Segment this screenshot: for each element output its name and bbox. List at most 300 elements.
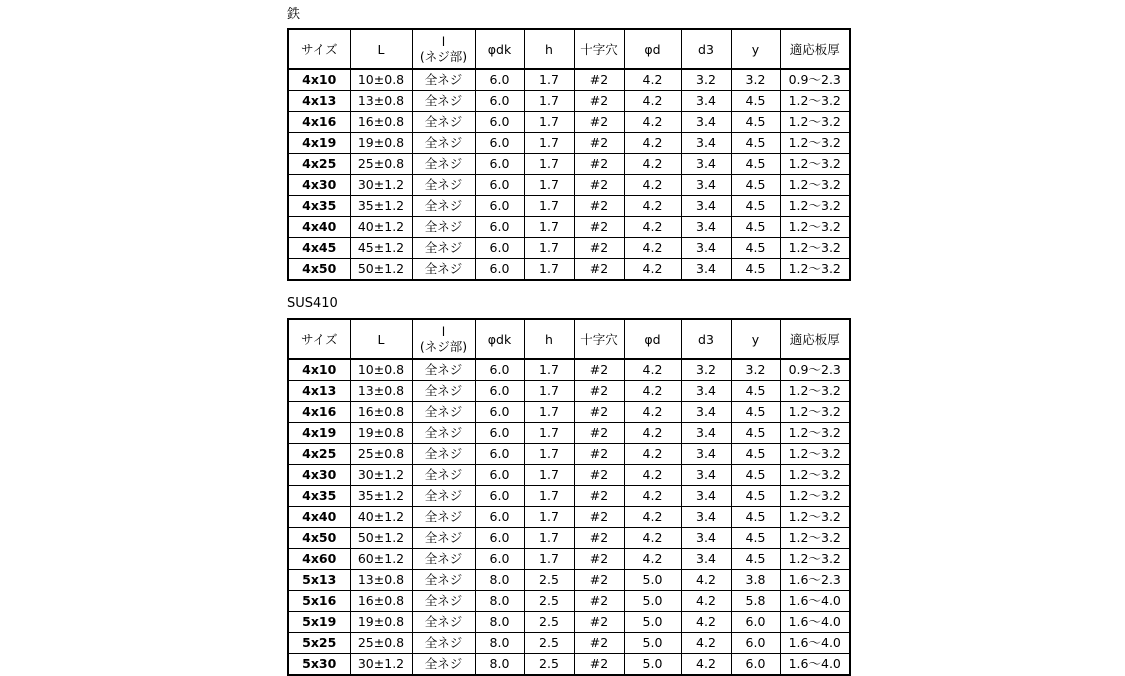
cell-length: 13±0.8 [350, 570, 412, 591]
header-thread-length-symbol: l [441, 34, 446, 49]
cell-d3: 3.4 [681, 465, 731, 486]
cell-recess: #2 [574, 69, 624, 91]
cell-head-height: 2.5 [524, 654, 574, 676]
cell-recess: #2 [574, 507, 624, 528]
cell-y: 4.5 [731, 507, 780, 528]
cell-head-height: 1.7 [524, 238, 574, 259]
cell-thread-length: 全ネジ [412, 654, 475, 676]
cell-head-diameter: 6.0 [475, 507, 524, 528]
cell-d3: 3.4 [681, 154, 731, 175]
cell-d3: 3.4 [681, 196, 731, 217]
cell-length: 40±1.2 [350, 217, 412, 238]
table-row [288, 402, 850, 423]
cell-thread-length: 全ネジ [412, 633, 475, 654]
cell-y: 4.5 [731, 91, 780, 112]
cell-head-height: 1.7 [524, 381, 574, 402]
table-row [288, 549, 850, 570]
cell-length: 30±1.2 [350, 654, 412, 676]
cell-plate-thickness: 1.6〜4.0 [780, 633, 850, 654]
cell-plate-thickness: 1.2〜3.2 [780, 112, 850, 133]
cell-recess: #2 [574, 112, 624, 133]
cell-length: 45±1.2 [350, 238, 412, 259]
cell-head-height: 1.7 [524, 359, 574, 381]
cell-diameter: 4.2 [624, 402, 681, 423]
cell-thread-length: 全ネジ [412, 549, 475, 570]
cell-plate-thickness: 1.2〜3.2 [780, 133, 850, 154]
cell-y: 4.5 [731, 175, 780, 196]
cell-recess: #2 [574, 486, 624, 507]
cell-thread-length: 全ネジ [412, 217, 475, 238]
cell-d3: 3.4 [681, 528, 731, 549]
cell-thread-length: 全ネジ [412, 444, 475, 465]
cell-size: 4x16 [288, 112, 350, 133]
cell-plate-thickness: 1.2〜3.2 [780, 91, 850, 112]
cell-size: 4x13 [288, 91, 350, 112]
cell-diameter: 5.0 [624, 612, 681, 633]
cell-size: 5x30 [288, 654, 350, 676]
cell-y: 4.5 [731, 381, 780, 402]
header-head-height: h [524, 319, 574, 359]
table-row [288, 423, 850, 444]
cell-thread-length: 全ネジ [412, 112, 475, 133]
cell-thread-length: 全ネジ [412, 238, 475, 259]
cell-plate-thickness: 1.6〜4.0 [780, 654, 850, 676]
cell-diameter: 4.2 [624, 423, 681, 444]
cell-plate-thickness: 1.2〜3.2 [780, 381, 850, 402]
cell-recess: #2 [574, 612, 624, 633]
cell-size: 4x30 [288, 175, 350, 196]
cell-plate-thickness: 1.2〜3.2 [780, 217, 850, 238]
cell-length: 19±0.8 [350, 612, 412, 633]
cell-head-height: 1.7 [524, 175, 574, 196]
cell-y: 6.0 [731, 612, 780, 633]
cell-d3: 4.2 [681, 591, 731, 612]
header-y: y [731, 29, 780, 69]
cell-diameter: 4.2 [624, 217, 681, 238]
cell-diameter: 4.2 [624, 507, 681, 528]
cell-y: 4.5 [731, 486, 780, 507]
table-row [288, 528, 850, 549]
cell-thread-length: 全ネジ [412, 196, 475, 217]
cell-diameter: 4.2 [624, 259, 681, 281]
cell-head-height: 1.7 [524, 91, 574, 112]
cell-size: 4x30 [288, 465, 350, 486]
cell-length: 30±1.2 [350, 465, 412, 486]
cell-diameter: 4.2 [624, 91, 681, 112]
table-row [288, 154, 850, 175]
table-row [288, 175, 850, 196]
table-row [288, 486, 850, 507]
table-row [288, 69, 850, 91]
spec-table-sus410 [287, 318, 851, 676]
cell-head-diameter: 6.0 [475, 259, 524, 281]
cell-recess: #2 [574, 423, 624, 444]
cell-recess: #2 [574, 570, 624, 591]
cell-thread-length: 全ネジ [412, 259, 475, 281]
table-row [288, 259, 850, 281]
cell-y: 4.5 [731, 238, 780, 259]
cell-recess: #2 [574, 196, 624, 217]
cell-length: 40±1.2 [350, 507, 412, 528]
cell-diameter: 5.0 [624, 654, 681, 676]
cell-thread-length: 全ネジ [412, 381, 475, 402]
cell-size: 4x40 [288, 507, 350, 528]
cell-plate-thickness: 1.2〜3.2 [780, 196, 850, 217]
cell-thread-length: 全ネジ [412, 69, 475, 91]
cell-thread-length: 全ネジ [412, 507, 475, 528]
header-recess: 十字穴 [574, 319, 624, 359]
cell-length: 16±0.8 [350, 112, 412, 133]
cell-diameter: 4.2 [624, 444, 681, 465]
cell-d3: 3.2 [681, 359, 731, 381]
cell-y: 4.5 [731, 549, 780, 570]
cell-size: 4x25 [288, 154, 350, 175]
cell-head-height: 2.5 [524, 591, 574, 612]
cell-plate-thickness: 1.2〜3.2 [780, 259, 850, 281]
cell-size: 4x19 [288, 133, 350, 154]
cell-size: 5x13 [288, 570, 350, 591]
header-recess: 十字穴 [574, 29, 624, 69]
cell-head-diameter: 8.0 [475, 654, 524, 676]
cell-size: 4x40 [288, 217, 350, 238]
cell-head-diameter: 6.0 [475, 133, 524, 154]
cell-y: 5.8 [731, 591, 780, 612]
cell-head-height: 1.7 [524, 133, 574, 154]
table-row [288, 612, 850, 633]
table-row [288, 359, 850, 381]
table-body [288, 359, 850, 675]
cell-d3: 4.2 [681, 654, 731, 676]
cell-thread-length: 全ネジ [412, 423, 475, 444]
cell-d3: 3.4 [681, 112, 731, 133]
table-row [288, 196, 850, 217]
cell-thread-length: 全ネジ [412, 465, 475, 486]
cell-y: 3.2 [731, 359, 780, 381]
header-head-diameter: φdk [475, 29, 524, 69]
cell-recess: #2 [574, 402, 624, 423]
cell-diameter: 5.0 [624, 570, 681, 591]
cell-d3: 3.4 [681, 91, 731, 112]
cell-size: 4x10 [288, 359, 350, 381]
cell-head-diameter: 8.0 [475, 633, 524, 654]
cell-recess: #2 [574, 154, 624, 175]
cell-plate-thickness: 1.2〜3.2 [780, 238, 850, 259]
cell-d3: 3.4 [681, 444, 731, 465]
table-body [288, 69, 850, 280]
cell-thread-length: 全ネジ [412, 528, 475, 549]
cell-d3: 3.4 [681, 486, 731, 507]
header-d3: d3 [681, 29, 731, 69]
cell-plate-thickness: 1.2〜3.2 [780, 549, 850, 570]
table-row [288, 465, 850, 486]
cell-head-height: 1.7 [524, 423, 574, 444]
cell-diameter: 4.2 [624, 112, 681, 133]
cell-length: 50±1.2 [350, 528, 412, 549]
spec-table-iron [287, 28, 851, 281]
cell-length: 35±1.2 [350, 196, 412, 217]
table-row [288, 570, 850, 591]
cell-y: 4.5 [731, 259, 780, 281]
cell-size: 4x13 [288, 381, 350, 402]
cell-diameter: 4.2 [624, 359, 681, 381]
cell-head-height: 1.7 [524, 528, 574, 549]
cell-y: 4.5 [731, 154, 780, 175]
cell-d3: 3.4 [681, 238, 731, 259]
cell-diameter: 4.2 [624, 154, 681, 175]
cell-length: 19±0.8 [350, 423, 412, 444]
table-row [288, 381, 850, 402]
cell-plate-thickness: 0.9〜2.3 [780, 359, 850, 381]
cell-size: 4x60 [288, 549, 350, 570]
cell-size: 4x50 [288, 259, 350, 281]
cell-d3: 3.4 [681, 175, 731, 196]
cell-head-diameter: 8.0 [475, 591, 524, 612]
cell-head-diameter: 6.0 [475, 196, 524, 217]
cell-head-diameter: 6.0 [475, 154, 524, 175]
cell-recess: #2 [574, 549, 624, 570]
cell-length: 25±0.8 [350, 633, 412, 654]
cell-head-height: 1.7 [524, 112, 574, 133]
header-thread-length-symbol: l [441, 324, 446, 339]
table-row [288, 112, 850, 133]
cell-plate-thickness: 0.9〜2.3 [780, 69, 850, 91]
cell-plate-thickness: 1.2〜3.2 [780, 486, 850, 507]
cell-y: 4.5 [731, 196, 780, 217]
cell-thread-length: 全ネジ [412, 570, 475, 591]
table-row [288, 633, 850, 654]
cell-length: 35±1.2 [350, 486, 412, 507]
cell-head-height: 1.7 [524, 507, 574, 528]
cell-recess: #2 [574, 654, 624, 676]
cell-diameter: 4.2 [624, 465, 681, 486]
cell-size: 5x25 [288, 633, 350, 654]
cell-y: 4.5 [731, 423, 780, 444]
cell-plate-thickness: 1.6〜2.3 [780, 570, 850, 591]
cell-size: 4x35 [288, 196, 350, 217]
cell-d3: 3.4 [681, 507, 731, 528]
cell-recess: #2 [574, 359, 624, 381]
cell-head-diameter: 8.0 [475, 570, 524, 591]
cell-head-height: 1.7 [524, 549, 574, 570]
cell-head-diameter: 8.0 [475, 612, 524, 633]
cell-head-height: 1.7 [524, 465, 574, 486]
cell-y: 4.5 [731, 402, 780, 423]
cell-thread-length: 全ネジ [412, 612, 475, 633]
cell-length: 16±0.8 [350, 402, 412, 423]
cell-recess: #2 [574, 91, 624, 112]
cell-size: 4x16 [288, 402, 350, 423]
cell-head-height: 1.7 [524, 259, 574, 281]
cell-head-diameter: 6.0 [475, 528, 524, 549]
cell-d3: 4.2 [681, 570, 731, 591]
cell-length: 25±0.8 [350, 444, 412, 465]
cell-length: 10±0.8 [350, 69, 412, 91]
table-row [288, 217, 850, 238]
header-size: サイズ [288, 29, 350, 69]
cell-recess: #2 [574, 381, 624, 402]
cell-plate-thickness: 1.2〜3.2 [780, 402, 850, 423]
cell-diameter: 5.0 [624, 633, 681, 654]
cell-d3: 3.4 [681, 217, 731, 238]
cell-recess: #2 [574, 259, 624, 281]
cell-head-diameter: 6.0 [475, 381, 524, 402]
cell-y: 3.2 [731, 69, 780, 91]
cell-diameter: 5.0 [624, 591, 681, 612]
header-plate-thickness: 適応板厚 [780, 319, 850, 359]
cell-diameter: 4.2 [624, 486, 681, 507]
cell-head-diameter: 6.0 [475, 444, 524, 465]
table-row [288, 133, 850, 154]
header-head-diameter: φdk [475, 319, 524, 359]
cell-diameter: 4.2 [624, 133, 681, 154]
cell-plate-thickness: 1.6〜4.0 [780, 591, 850, 612]
cell-length: 30±1.2 [350, 175, 412, 196]
cell-head-diameter: 6.0 [475, 465, 524, 486]
table-title-sus410: SUS410 [287, 296, 338, 311]
cell-head-diameter: 6.0 [475, 423, 524, 444]
cell-recess: #2 [574, 528, 624, 549]
cell-y: 3.8 [731, 570, 780, 591]
cell-length: 19±0.8 [350, 133, 412, 154]
cell-diameter: 4.2 [624, 175, 681, 196]
cell-head-diameter: 6.0 [475, 91, 524, 112]
cell-head-height: 2.5 [524, 612, 574, 633]
cell-thread-length: 全ネジ [412, 175, 475, 196]
cell-plate-thickness: 1.2〜3.2 [780, 528, 850, 549]
header-thread-length [412, 319, 475, 359]
cell-length: 13±0.8 [350, 381, 412, 402]
header-y: y [731, 319, 780, 359]
table-row [288, 507, 850, 528]
cell-size: 5x19 [288, 612, 350, 633]
cell-y: 4.5 [731, 444, 780, 465]
cell-plate-thickness: 1.2〜3.2 [780, 423, 850, 444]
cell-thread-length: 全ネジ [412, 91, 475, 112]
cell-head-diameter: 6.0 [475, 402, 524, 423]
cell-recess: #2 [574, 591, 624, 612]
cell-size: 4x50 [288, 528, 350, 549]
cell-head-diameter: 6.0 [475, 486, 524, 507]
cell-head-diameter: 6.0 [475, 549, 524, 570]
cell-size: 4x35 [288, 486, 350, 507]
table-title-iron: 鉄 [287, 7, 301, 22]
cell-head-diameter: 6.0 [475, 217, 524, 238]
cell-head-diameter: 6.0 [475, 238, 524, 259]
header-d3: d3 [681, 319, 731, 359]
cell-length: 10±0.8 [350, 359, 412, 381]
cell-d3: 3.2 [681, 69, 731, 91]
cell-thread-length: 全ネジ [412, 154, 475, 175]
table-row [288, 654, 850, 676]
cell-recess: #2 [574, 238, 624, 259]
cell-diameter: 4.2 [624, 196, 681, 217]
cell-size: 4x10 [288, 69, 350, 91]
cell-head-height: 1.7 [524, 486, 574, 507]
cell-diameter: 4.2 [624, 69, 681, 91]
cell-head-height: 1.7 [524, 402, 574, 423]
cell-d3: 3.4 [681, 259, 731, 281]
header-diameter: φd [624, 319, 681, 359]
cell-head-diameter: 6.0 [475, 175, 524, 196]
cell-diameter: 4.2 [624, 549, 681, 570]
table-row [288, 238, 850, 259]
header-size: サイズ [288, 319, 350, 359]
header-thread-length-note: (ネジ部) [419, 49, 468, 64]
cell-head-height: 1.7 [524, 154, 574, 175]
cell-recess: #2 [574, 465, 624, 486]
header-length: L [350, 319, 412, 359]
cell-thread-length: 全ネジ [412, 486, 475, 507]
cell-plate-thickness: 1.2〜3.2 [780, 444, 850, 465]
cell-size: 5x16 [288, 591, 350, 612]
header-thread-length-note: (ネジ部) [419, 339, 468, 354]
cell-recess: #2 [574, 133, 624, 154]
cell-d3: 4.2 [681, 633, 731, 654]
cell-head-diameter: 6.0 [475, 359, 524, 381]
cell-head-height: 2.5 [524, 570, 574, 591]
cell-y: 4.5 [731, 112, 780, 133]
cell-diameter: 4.2 [624, 528, 681, 549]
header-row [288, 29, 850, 69]
cell-head-height: 2.5 [524, 633, 574, 654]
cell-size: 4x25 [288, 444, 350, 465]
cell-length: 25±0.8 [350, 154, 412, 175]
cell-diameter: 4.2 [624, 238, 681, 259]
cell-d3: 3.4 [681, 133, 731, 154]
cell-head-diameter: 6.0 [475, 112, 524, 133]
cell-d3: 3.4 [681, 423, 731, 444]
cell-plate-thickness: 1.2〜3.2 [780, 154, 850, 175]
cell-size: 4x45 [288, 238, 350, 259]
cell-thread-length: 全ネジ [412, 591, 475, 612]
cell-plate-thickness: 1.2〜3.2 [780, 507, 850, 528]
cell-recess: #2 [574, 633, 624, 654]
header-row [288, 319, 850, 359]
cell-plate-thickness: 1.6〜4.0 [780, 612, 850, 633]
cell-thread-length: 全ネジ [412, 359, 475, 381]
header-plate-thickness: 適応板厚 [780, 29, 850, 69]
cell-plate-thickness: 1.2〜3.2 [780, 465, 850, 486]
cell-y: 4.5 [731, 217, 780, 238]
cell-d3: 4.2 [681, 612, 731, 633]
cell-head-height: 1.7 [524, 217, 574, 238]
cell-size: 4x19 [288, 423, 350, 444]
header-length: L [350, 29, 412, 69]
header-diameter: φd [624, 29, 681, 69]
cell-length: 13±0.8 [350, 91, 412, 112]
table-row [288, 591, 850, 612]
cell-length: 60±1.2 [350, 549, 412, 570]
cell-y: 6.0 [731, 633, 780, 654]
cell-y: 6.0 [731, 654, 780, 676]
cell-recess: #2 [574, 175, 624, 196]
cell-head-height: 1.7 [524, 69, 574, 91]
header-thread-length [412, 29, 475, 69]
cell-head-height: 1.7 [524, 444, 574, 465]
cell-d3: 3.4 [681, 402, 731, 423]
cell-thread-length: 全ネジ [412, 402, 475, 423]
table-row [288, 91, 850, 112]
cell-head-diameter: 6.0 [475, 69, 524, 91]
cell-y: 4.5 [731, 465, 780, 486]
cell-d3: 3.4 [681, 381, 731, 402]
cell-head-height: 1.7 [524, 196, 574, 217]
cell-recess: #2 [574, 444, 624, 465]
cell-recess: #2 [574, 217, 624, 238]
cell-y: 4.5 [731, 133, 780, 154]
header-head-height: h [524, 29, 574, 69]
table-row [288, 444, 850, 465]
